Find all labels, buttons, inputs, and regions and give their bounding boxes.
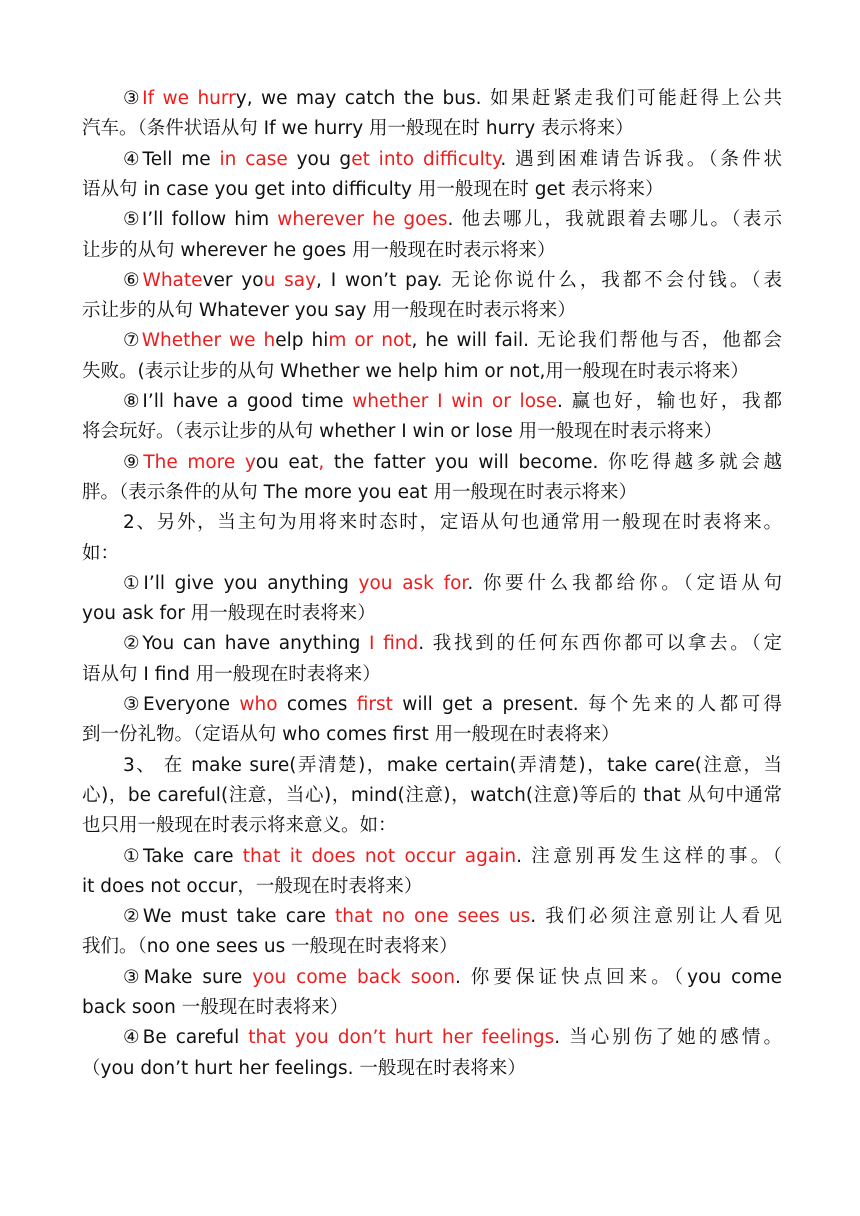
highlighted-clause: et into difficulty <box>351 148 501 170</box>
text-segment: . 他去哪儿，我就跟着去哪儿。（表示 <box>447 209 782 231</box>
text-segment: 将会玩好。（表示让步的从句 whether I win or lose 用一般现在时表示将来） <box>82 421 723 443</box>
text-line <box>123 690 782 720</box>
text-line <box>82 660 782 690</box>
text-segment: ③Everyone <box>123 694 240 715</box>
text-line <box>82 1054 782 1084</box>
text-segment: 示让步的从句 Whatever you say 用一般现在时表示将来） <box>82 300 576 322</box>
text-segment: . 遇到困难请告诉我。（条件状 <box>500 148 782 170</box>
text-line <box>123 448 782 478</box>
text-line <box>82 236 782 266</box>
text-line <box>123 266 782 296</box>
highlighted-clause: wherever he goes <box>277 209 448 231</box>
text-segment: ①Take care <box>123 845 243 867</box>
highlighted-clause: The more y <box>143 451 256 473</box>
text-segment: . 当心别伤了她的感情。 <box>554 1027 782 1049</box>
text-segment: 让步的从句 wherever he goes 用一般现在时表示将来） <box>82 239 556 261</box>
text-segment: . 注意别再发生这样的事。（ <box>516 845 782 867</box>
text-segment: 2、另外，当主句为用将来时态时，定语从句也通常用一般现在时表将来。 <box>123 512 782 534</box>
text-line <box>82 478 782 508</box>
text-segment: you g <box>287 148 352 170</box>
text-segment: back soon 一般现在时表将来） <box>82 997 349 1018</box>
text-segment: ⑧I’ll have a good time <box>123 391 353 412</box>
text-line <box>123 902 782 932</box>
highlighted-clause: Whate <box>142 269 203 291</box>
text-line <box>82 720 782 750</box>
text-line <box>82 175 782 205</box>
text-line <box>82 599 782 629</box>
text-line <box>82 114 782 144</box>
text-line <box>82 993 782 1023</box>
highlighted-clause: you come back soon <box>252 966 455 988</box>
text-segment: . 我们必须注意别让人看见 <box>530 906 782 928</box>
highlighted-clause: u say <box>263 269 317 291</box>
highlighted-clause: who <box>239 694 278 715</box>
text-segment: , he will fail. 无论我们帮他与否，他都会 <box>411 330 782 352</box>
text-line <box>82 781 782 811</box>
text-line <box>82 357 782 387</box>
text-segment: 语从句 in case you get into difficulty 用一般现在时 get 表示将来） <box>82 178 664 200</box>
text-segment: （you don’t hurt her feelings. 一般现在时表将来） <box>82 1057 526 1079</box>
text-segment: 心)，be careful(注意，当心)，mind(注意)，watch(注意)等后的 that 从句中通常 <box>82 784 782 806</box>
text-segment: ④Tell me <box>123 148 220 170</box>
text-segment: ②You can have anything <box>123 633 369 655</box>
text-segment: 我们。（no one sees us 一般现在时表将来） <box>82 936 458 958</box>
text-line <box>82 539 782 569</box>
text-segment: ⑨ <box>123 451 144 473</box>
text-line <box>82 932 782 962</box>
text-segment: ③Make sure <box>123 966 253 988</box>
highlighted-clause: that you don’t hurt her feelings <box>248 1027 555 1049</box>
text-segment: ⑥ <box>123 269 143 291</box>
text-segment: 汽车。（条件状语从句 If we hurry 用一般现在时 hurry 表示将来） <box>82 118 634 140</box>
text-line <box>123 205 782 235</box>
text-line <box>82 417 782 447</box>
text-line <box>123 1023 782 1053</box>
text-segment: 语从句 I find 用一般现在时表将来） <box>82 663 381 685</box>
text-segment: . 我找到的任何东西你都可以拿去。（定 <box>418 633 782 655</box>
text-segment: 3、 在 make sure(弄清楚)，make certain(弄清楚)，take care(注意，当 <box>123 754 782 776</box>
text-line <box>82 872 782 902</box>
text-segment: ou eat <box>255 451 319 473</box>
text-segment: . 你要什么我都给你。（定语从句 <box>467 572 782 594</box>
text-segment: y, we may catch the bus. 如果赶紧走我们可能赶得上公共 <box>235 88 782 109</box>
text-segment: ②We must take care <box>123 906 336 928</box>
text-segment: elp hi <box>275 330 329 352</box>
highlighted-clause: m or not <box>328 330 412 352</box>
text-segment: the fatter you will become. 你吃得越多就会越 <box>324 451 782 473</box>
text-segment: . 赢也好，输也好，我都 <box>557 391 782 412</box>
text-line <box>82 296 782 326</box>
highlighted-clause: If we hurr <box>142 88 236 109</box>
text-segment: comes <box>277 694 357 715</box>
text-segment: 胖。（表示条件的从句 The more you eat 用一般现在时表示将来） <box>82 481 637 503</box>
text-line <box>123 751 782 781</box>
highlighted-clause: , <box>318 451 325 473</box>
text-segment: ①I’ll give you anything <box>123 572 359 594</box>
highlighted-clause: that it does not occur again <box>242 845 517 867</box>
text-segment: 到一份礼物。（定语从句 who comes first 用一般现在时表将来） <box>82 724 620 746</box>
highlighted-clause: in case <box>219 148 288 170</box>
text-line <box>123 387 782 417</box>
highlighted-clause: first <box>356 694 393 715</box>
text-line <box>123 569 782 599</box>
text-segment: ⑤I’ll follow him <box>123 209 278 231</box>
text-line <box>123 84 782 114</box>
highlighted-clause: I find <box>368 633 419 655</box>
text-line <box>123 963 782 993</box>
text-segment: 如： <box>82 542 120 564</box>
highlighted-clause: you ask for <box>358 572 468 594</box>
highlighted-clause: whether I win or lose <box>352 391 558 412</box>
text-line <box>82 811 782 841</box>
text-segment: , I won’t pay. 无论你说什么，我都不会付钱。（表 <box>316 269 782 291</box>
text-segment: ③ <box>123 88 143 109</box>
text-line <box>123 326 782 356</box>
text-segment: 失败。(表示让步的从句 Whether we help him or not,用一般现在时表示将来） <box>82 360 749 382</box>
text-line <box>123 508 782 538</box>
text-line <box>123 629 782 659</box>
text-segment: ver yo <box>202 269 264 291</box>
text-segment: will get a present. 每个先来的人都可得 <box>392 694 782 715</box>
highlighted-clause: that no one sees us <box>335 906 531 928</box>
text-line <box>123 842 782 872</box>
text-segment: you ask for 用一般现在时表将来） <box>82 603 376 625</box>
highlighted-clause: Whether we h <box>141 330 276 352</box>
text-segment: it does not occur，一般现在时表将来） <box>82 875 423 897</box>
text-line <box>123 145 782 175</box>
text-segment: 也只用一般现在时表示将来意义。如： <box>82 815 397 837</box>
text-segment: . 你要保证快点回来。（you come <box>454 966 782 988</box>
text-segment: ④Be careful <box>123 1027 249 1049</box>
text-segment: ⑦ <box>123 330 142 352</box>
